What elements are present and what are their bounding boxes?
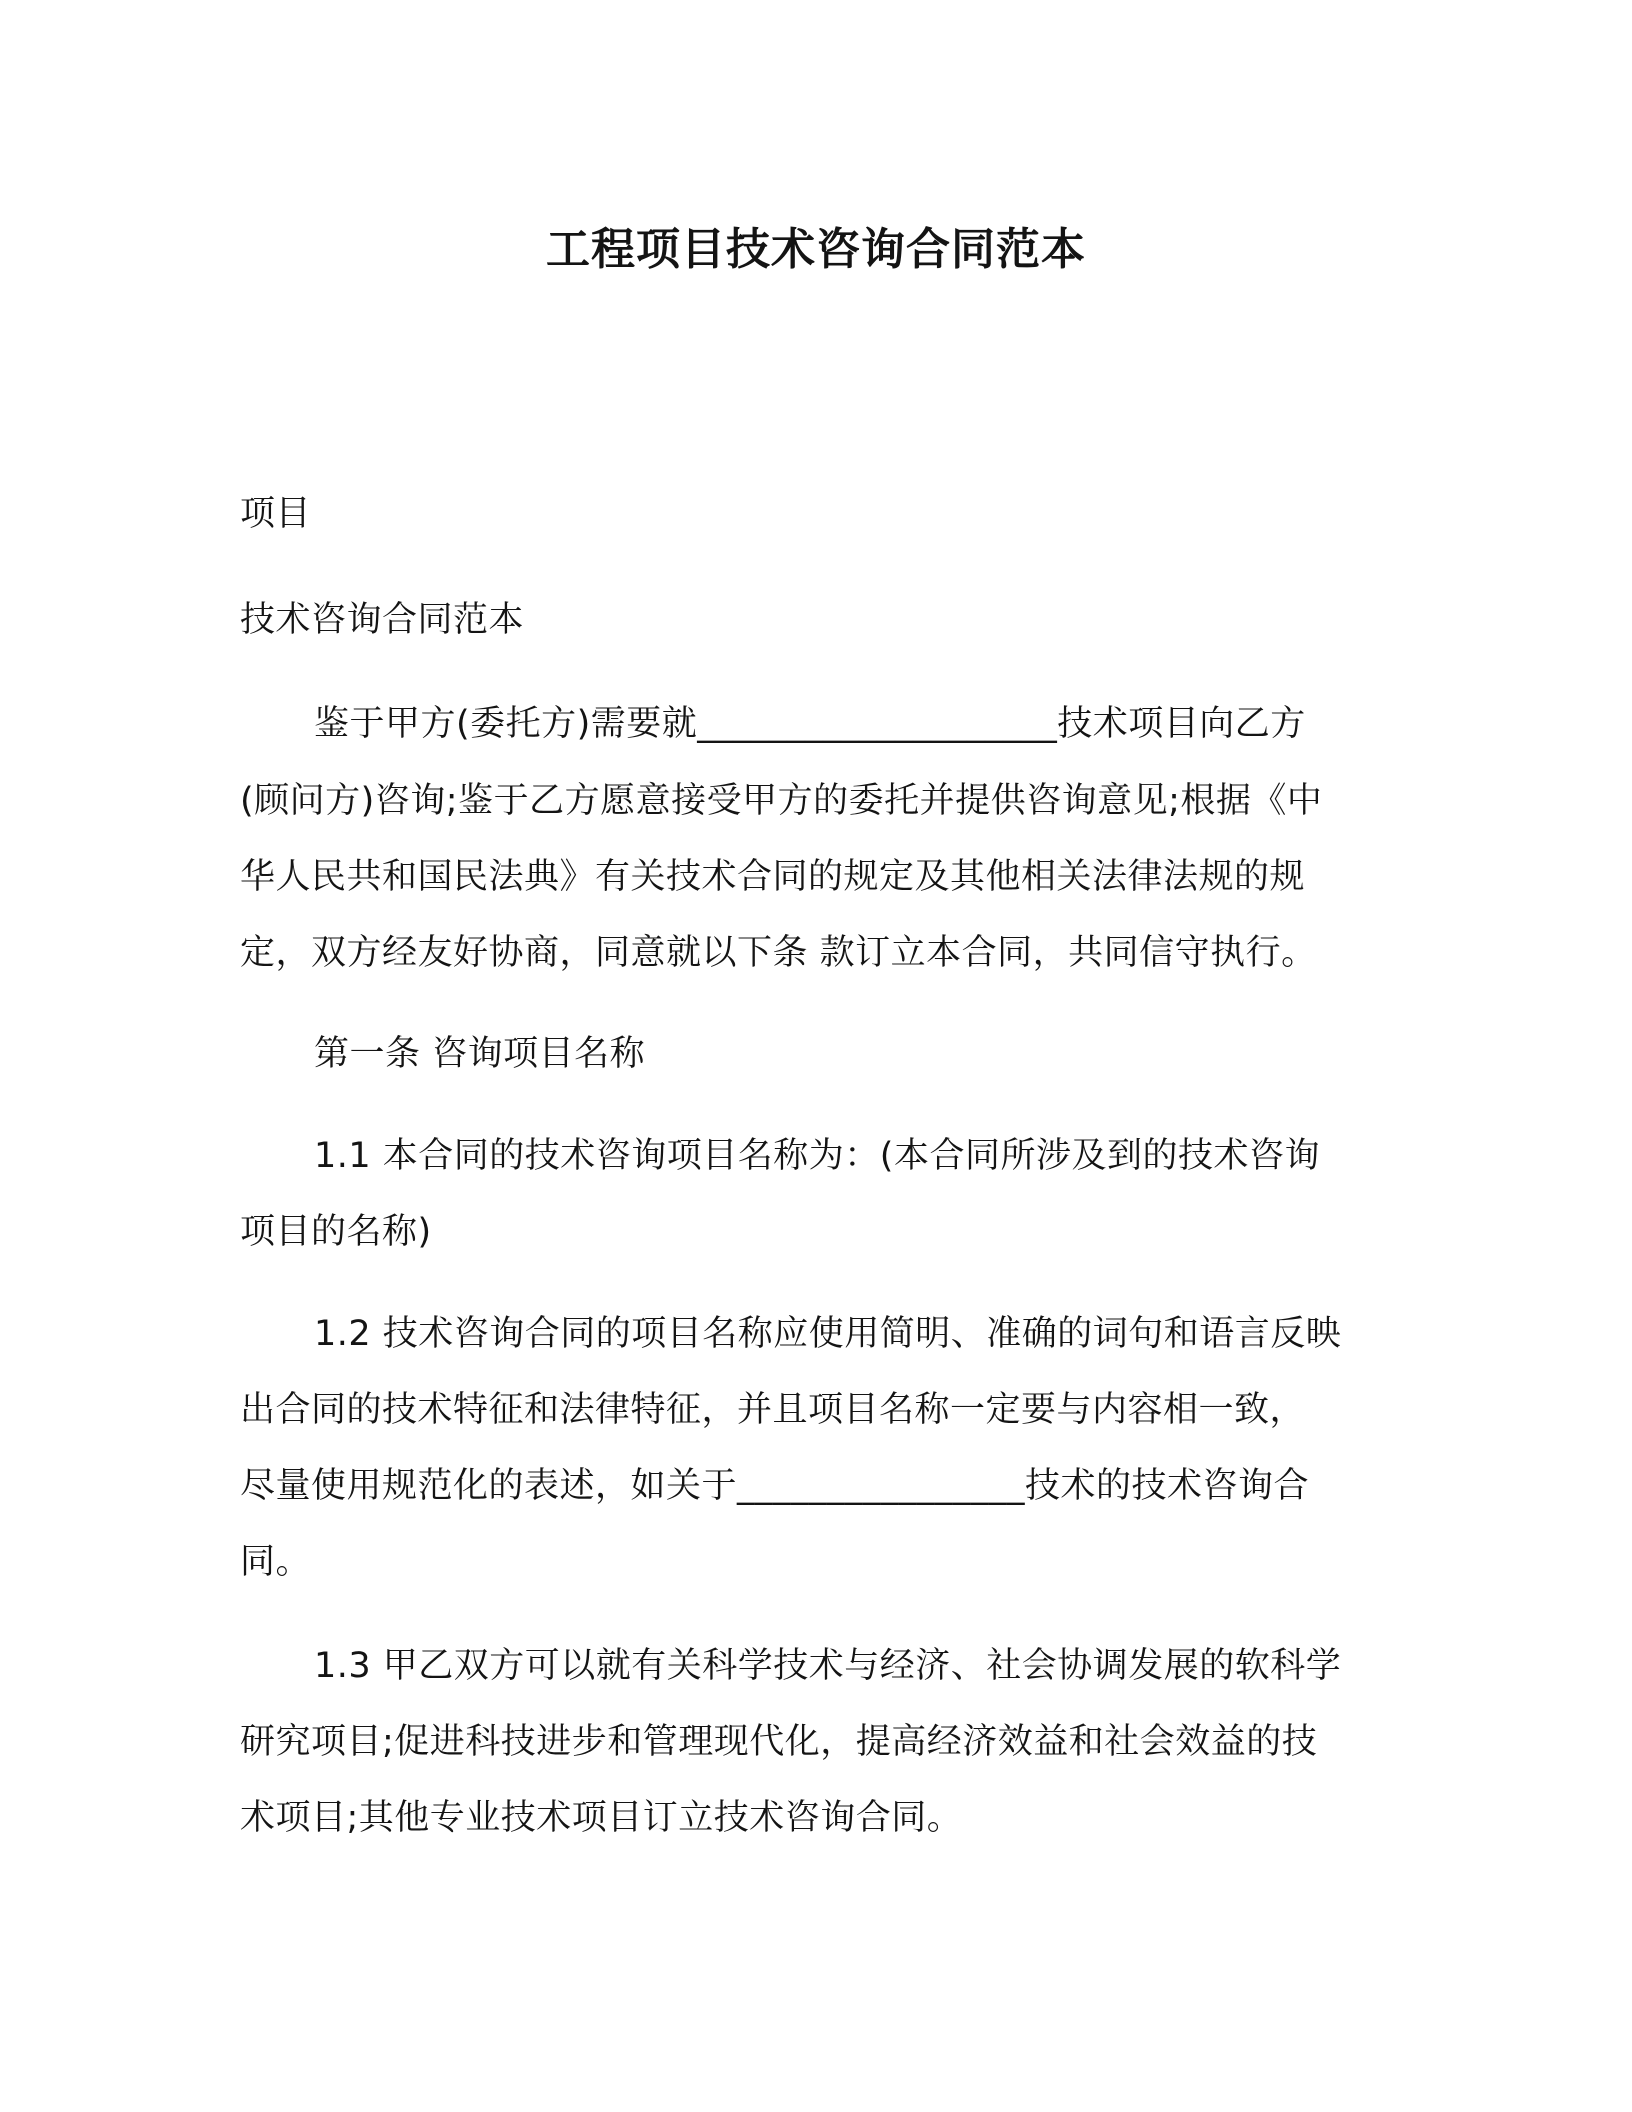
clause-1-2-line-3: 尽量使用规范化的表述，如关于________________技术的技术咨询合 bbox=[240, 1466, 1310, 1506]
preamble-line-4: 定，双方经友好协商，同意就以下条 款订立本合同，共同信守执行。 bbox=[240, 933, 1317, 973]
clause-1-3-line-2: 研究项目;促进科技进步和管理现代化，提高经济效益和社会效益的技 bbox=[240, 1722, 1318, 1762]
clause-1-3-line-3: 术项目;其他专业技术项目订立技术咨询合同。 bbox=[240, 1798, 963, 1838]
document-title: 工程项目技术咨询合同范本 bbox=[546, 224, 1086, 275]
heading-project: 项目 bbox=[240, 494, 312, 534]
article-1-heading: 第一条 咨询项目名称 bbox=[314, 1034, 646, 1074]
heading-contract-template: 技术咨询合同范本 bbox=[240, 600, 525, 640]
clause-1-3-line-1: 1.3 甲乙双方可以就有关科学技术与经济、社会协调发展的软科学 bbox=[314, 1646, 1342, 1686]
clause-1-2-line-1: 1.2 技术咨询合同的项目名称应使用简明、准确的词句和语言反映 bbox=[314, 1314, 1342, 1354]
preamble-line-2: (顾问方)咨询;鉴于乙方愿意接受甲方的委托并提供咨询意见;根据《中 bbox=[240, 781, 1323, 821]
clause-1-1-line-2: 项目的名称) bbox=[240, 1212, 432, 1252]
clause-1-2-line-4: 同。 bbox=[240, 1542, 312, 1582]
preamble-line-3: 华人民共和国民法典》有关技术合同的规定及其他相关法律法规的规 bbox=[240, 857, 1306, 897]
preamble-line-1: 鉴于甲方(委托方)需要就____________________技术项目向乙方 bbox=[314, 704, 1306, 744]
clause-1-1-line-1: 1.1 本合同的技术咨询项目名称为：(本合同所涉及到的技术咨询 bbox=[314, 1136, 1320, 1176]
clause-1-2-line-2: 出合同的技术特征和法律特征，并且项目名称一定要与内容相一致， bbox=[240, 1390, 1306, 1430]
